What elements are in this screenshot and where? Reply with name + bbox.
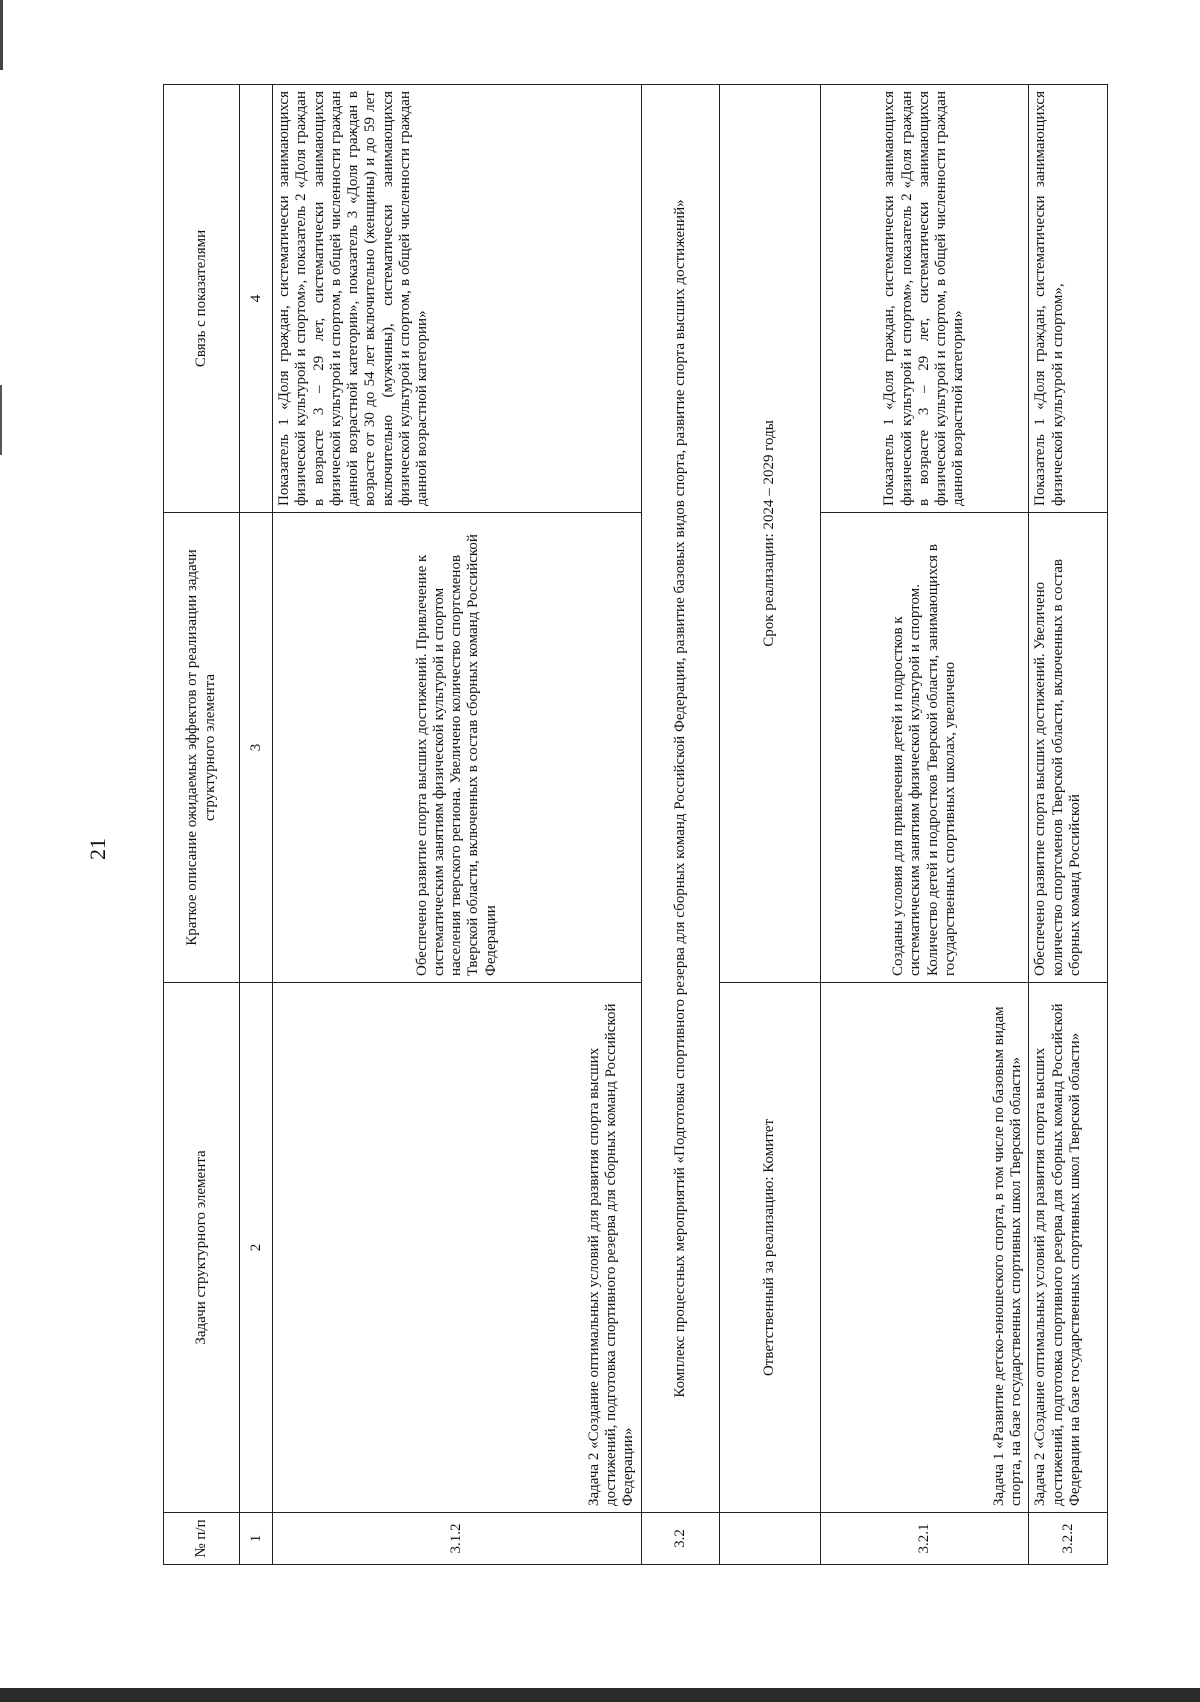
responsible-cell: Ответственный за реализацию: Комитет bbox=[720, 983, 821, 1513]
task-cell: Задача 2 «Создание оптимальных условий для развития спорта высших достижений, подготовка спортивного резерва для сборных команд Российской Федерации на базе государственных спортивных школ Тверской области» bbox=[1029, 983, 1108, 1513]
task-cell: Задача 2 «Создание оптимальных условий для развития спорта высших достижений, подготовка спортивного резерва для сборных команд Российской Федерации» bbox=[273, 983, 641, 1513]
task-cell: Задача 1 «Развитие детско-юношеского спорта, в том числе по базовым видам спорта, на базе государственных спортивных школ Тверской области» bbox=[820, 983, 1029, 1513]
row-number: 3.2 bbox=[641, 1513, 720, 1565]
process-complex-title: Комплекс процессных мероприятий «Подготовка спортивного резерва для сборных команд Российской Федерации, развитие базовых видов спорта, развитие спорта высших достижений» bbox=[641, 85, 720, 1513]
column-index-row bbox=[240, 85, 273, 1565]
row-number: 3.2.2 bbox=[1029, 1513, 1108, 1565]
column-index: 4 bbox=[240, 85, 273, 513]
scan-edge-mark bbox=[0, 0, 3, 70]
structural-element-table bbox=[163, 84, 1108, 1565]
page-number: 21 bbox=[85, 838, 110, 860]
rotated-table-container bbox=[163, 85, 1108, 1565]
table-row bbox=[273, 85, 641, 1565]
scan-edge-mark bbox=[0, 385, 2, 455]
implementation-term-cell: Срок реализации: 2024 – 2029 годы bbox=[720, 85, 821, 983]
indicator-link-cell: Показатель 1 «Доля граждан, систематически занимающихся физической культурой и спортом», bbox=[1029, 85, 1108, 513]
table-header-row bbox=[164, 85, 240, 1565]
header-num: № п/п bbox=[164, 1513, 240, 1565]
effect-description-cell: Обеспечено развитие спорта высших достижений. Увеличено количество спортсменов Тверской области, включенных в состав сборных команд Российской bbox=[1029, 513, 1108, 983]
table-row bbox=[1029, 85, 1108, 1565]
header-link: Связь с показателями bbox=[164, 85, 240, 513]
header-desc: Краткое описание ожидаемых эффектов от реализации задачи структурного элемента bbox=[164, 513, 240, 983]
row-number: 3.1.2 bbox=[273, 1513, 641, 1565]
indicator-link-cell: Показатель 1 «Доля граждан, систематически занимающихся физической культурой и спортом», показатель 2 «Доля граждан в возрасте 3 – 29 лет, систематически занимающихся физической культурой и спортом, в общей численности граждан данной возрастной категории» bbox=[820, 85, 1029, 513]
effect-description-cell: Обеспечено развитие спорта высших достижений. Привлечение к систематическим занятиям физической культурой и спортом населения тверского региона. Увеличено количество спортсменов Тверской области, включенных в состав сборных команд Российской Федерации bbox=[273, 513, 641, 983]
indicator-link-cell: Показатель 1 «Доля граждан, систематически занимающихся физической культурой и спортом», показатель 2 «Доля граждан в возрасте 3 – 29 лет, систематически занимающихся физической культурой и спортом, в общей численности граждан данной возрастной категории», показатель 3 «Доля граждан в возрасте от 30 до 54 лет включительно (женщины) и до 59 лет включительно (мужчины), систематически занимающихся физической культурой и спортом, в общей численности граждан данной возрастной категории» bbox=[273, 85, 641, 513]
table-row bbox=[820, 85, 1029, 1565]
header-task: Задачи структурного элемента bbox=[164, 983, 240, 1513]
empty-cell bbox=[720, 1513, 821, 1565]
column-index: 2 bbox=[240, 983, 273, 1513]
row-number: 3.2.1 bbox=[820, 1513, 1029, 1565]
effect-description-cell: Созданы условия для привлечения детей и подростков к систематическим занятиям физической культурой и спортом. Количество детей и подростков Тверской области, занимающихся в государственных спортивных школах, увеличено bbox=[820, 513, 1029, 983]
column-index: 1 bbox=[240, 1513, 273, 1565]
scan-bottom-edge bbox=[0, 1688, 1200, 1702]
column-index: 3 bbox=[240, 513, 273, 983]
table-row bbox=[720, 85, 821, 1565]
table-row bbox=[641, 85, 720, 1565]
